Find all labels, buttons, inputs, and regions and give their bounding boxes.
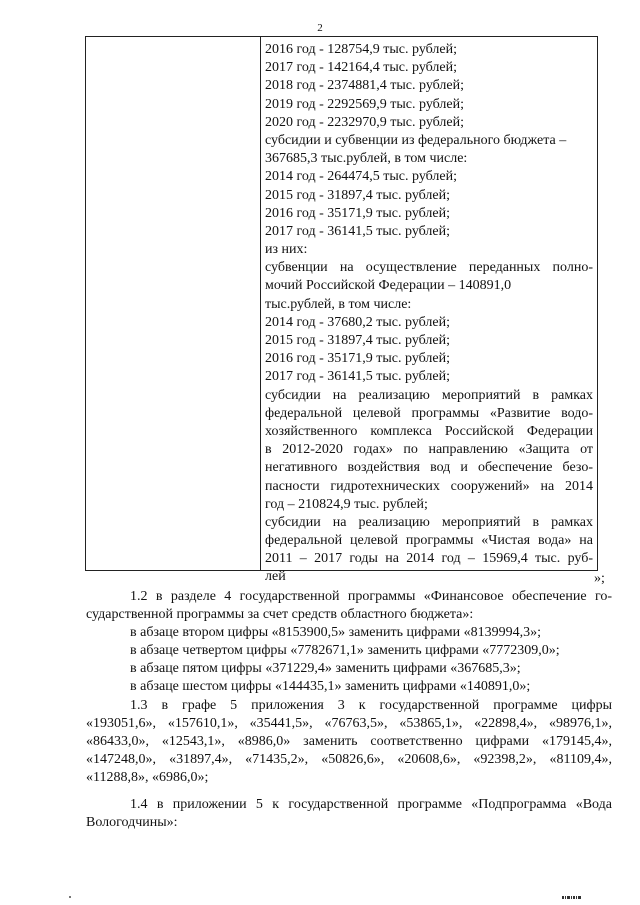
scan-artifact xyxy=(69,896,71,898)
paragraph-line: 1.2 в разделе 4 государственной программы «Финансовое обеспечение го- xyxy=(130,589,612,604)
paragraph-line: «86433,0», «12543,1», «8986,0» заменить соответственно цифрами «179145,4», xyxy=(86,733,612,749)
page-number: 2 xyxy=(317,22,323,34)
cell-line: 2014 год - 264474,5 тыс. рублей; xyxy=(265,169,458,185)
amendment-text xyxy=(86,588,612,832)
cell-line: 2017 год - 142164,4 тыс. рублей; xyxy=(265,60,458,76)
cell-line: 2017 год - 36141,5 тыс. рублей; xyxy=(265,369,451,385)
paragraph-line: 1.3 в графе 5 приложения 3 к государственной программе цифры xyxy=(130,697,612,713)
cell-line: 2017 год - 36141,5 тыс. рублей; xyxy=(265,223,451,239)
cell-line: 2011 – 2017 годы на 2014 год – 15969,4 тыс. руб- xyxy=(265,551,593,567)
cell-line: негативного воздействия вод и обеспечение безо- xyxy=(265,460,593,476)
cell-line: 2015 год - 31897,4 тыс. рублей; xyxy=(265,187,451,203)
paragraph-line: в абзаце четвертом цифры «7782671,1» заменить цифрами «7772309,0»; xyxy=(130,643,560,659)
cell-line: субсидии на реализацию мероприятий в рамках xyxy=(265,514,593,530)
paragraph-line: «147248,0», «31897,4», «71435,2», «50826,6», «20608,6», «92398,2», «81109,4», xyxy=(86,751,612,767)
cell-line: тыс.рублей, в том числе: xyxy=(265,296,412,312)
cell-line: 2018 год - 2374881,4 тыс. рублей; xyxy=(265,78,465,94)
cell-line: 2016 год - 35171,9 тыс. рублей; xyxy=(265,351,451,367)
cell-line: субвенции на осуществление переданных полно- xyxy=(265,260,593,276)
cell-line: 2016 год - 128754,9 тыс. рублей; xyxy=(265,42,458,57)
table-column-divider xyxy=(260,37,261,570)
cell-line: 2019 год - 2292569,9 тыс. рублей; xyxy=(265,96,465,112)
funding-details-cell xyxy=(265,41,593,587)
cell-line: субсидии и субвенции из федерального бюджета – xyxy=(265,132,567,148)
cell-line: 367685,3 тыс.рублей, в том числе: xyxy=(265,151,468,167)
paragraph-line: «11288,8», «6986,0»; xyxy=(86,769,209,785)
cell-line: субсидии на реализацию мероприятий в рамках xyxy=(265,387,593,403)
paragraph-line: 1.4 в приложении 5 к государственной программе «Подпрограмма «Вода xyxy=(130,797,612,813)
cell-line: мочий Российской Федерации – 140891,0 xyxy=(265,278,512,294)
cell-line: из них: xyxy=(265,242,308,258)
program-passport-table xyxy=(85,36,598,585)
paragraph-line: сударственной программы за счет средств областного бюджета»: xyxy=(86,607,474,623)
cell-line: 2016 год - 35171,9 тыс. рублей; xyxy=(265,205,451,221)
paragraph-line: «193051,6», «157610,1», «35441,5», «76763,5», «53865,1», «22898,4», «98976,1», xyxy=(86,715,612,731)
closing-quote: »; xyxy=(594,571,605,586)
cell-line: 2020 год - 2232970,9 тыс. рублей; xyxy=(265,114,465,130)
cell-line: федеральной целевой программы «Чистая вода» на xyxy=(265,533,593,549)
paragraph-line: в абзаце шестом цифры «144435,1» заменить цифрами «140891,0»; xyxy=(130,679,531,695)
cell-line: 2015 год - 31897,4 тыс. рублей; xyxy=(265,333,451,348)
cell-line: пасности гидротехнических сооружений» на 2014 xyxy=(265,478,593,494)
paragraph-line: Вологодчины»: xyxy=(86,815,178,831)
cell-line: федеральной целевой программы «Развитие водо- xyxy=(265,405,593,421)
paragraph-line: в абзаце втором цифры «8153900,5» заменить цифрами «8139994,3»; xyxy=(130,625,541,641)
cell-line: год – 210824,9 тыс. рублей; xyxy=(265,496,428,512)
cell-line: в 2012-2020 годах» по направлению «Защита от xyxy=(265,442,593,458)
cell-line: хозяйственного комплекса Российской Федерации xyxy=(265,423,593,439)
cell-line: 2014 год - 37680,2 тыс. рублей; xyxy=(265,314,451,330)
paragraph-spacer xyxy=(86,787,612,796)
cell-line: лей xyxy=(265,569,286,585)
scan-artifact xyxy=(562,895,582,900)
paragraph-line: в абзаце пятом цифры «371229,4» заменить цифрами «367685,3»; xyxy=(130,661,521,677)
